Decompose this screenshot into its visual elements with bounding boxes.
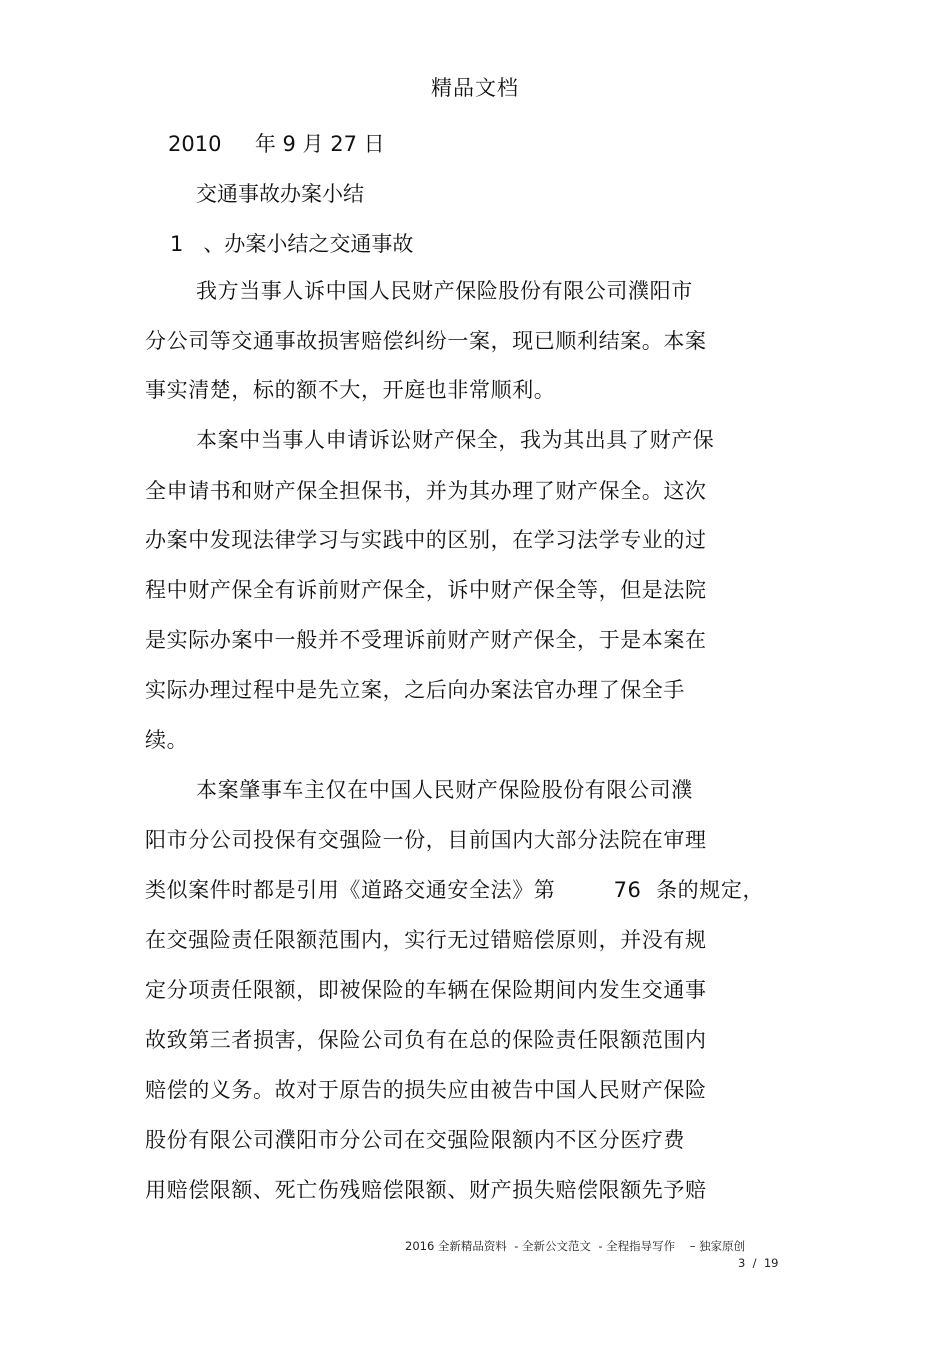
body-line: 本案中当事人申请诉讼财产保全，我为其出具了财产保 (196, 428, 715, 452)
body-line: 类似案件时都是引用《道路交通安全法》第 76 条的规定， (145, 878, 765, 902)
body-line: 续。 (145, 728, 189, 752)
body-line: 本案肇事车主仅在中国人民财产保险股份有限公司濮 (196, 778, 693, 802)
body-line: 阳市分公司投保有交强险一份，目前国内大部分法院在审理 (145, 828, 707, 852)
body-line: 全申请书和财产保全担保书，并为其办理了财产保全。这次 (145, 479, 707, 503)
body-line: 我方当事人诉中国人民财产保险股份有限公司濮阳市 (196, 279, 693, 303)
body-line: 程中财产保全有诉前财产保全，诉中财产保全等，但是法院 (145, 578, 707, 602)
body-line: 股份有限公司濮阳市分公司在交强险限额内不区分医疗费 (145, 1128, 685, 1152)
page-number: 3 / 19 (738, 1256, 779, 1270)
body-line: 故致第三者损害，保险公司负有在总的保险责任限额范围内 (145, 1028, 707, 1052)
section-heading: 1 、办案小结之交通事故 (170, 232, 414, 256)
footer-note: 2016 全新精品资料 - 全新公文范文 - 全程指导写作 – 独家原创 (405, 1239, 746, 1253)
page-header: 精品文档 (431, 76, 519, 100)
body-line: 事实清楚，标的额不大，开庭也非常顺利。 (145, 378, 556, 402)
body-line: 分公司等交通事故损害赔偿纠纷一案，现已顺利结案。本案 (145, 329, 707, 353)
document-date: 2010 年 9 月 27 日 (168, 132, 385, 156)
body-line: 用赔偿限额、死亡伤残赔偿限额、财产损失赔偿限额先予赔 (145, 1178, 707, 1202)
body-line: 实际办理过程中是先立案，之后向办案法官办理了保全手 (145, 678, 685, 702)
body-line: 定分项责任限额，即被保险的车辆在保险期间内发生交通事 (145, 978, 707, 1002)
body-line: 赔偿的义务。故对于原告的损失应由被告中国人民财产保险 (145, 1078, 707, 1102)
body-line: 是实际办案中一般并不受理诉前财产财产保全，于是本案在 (145, 628, 707, 652)
body-line: 在交强险责任限额范围内，实行无过错赔偿原则，并没有规 (145, 928, 707, 952)
document-title: 交通事故办案小结 (196, 182, 364, 206)
body-line: 办案中发现法律学习与实践中的区别，在学习法学专业的过 (145, 528, 707, 552)
